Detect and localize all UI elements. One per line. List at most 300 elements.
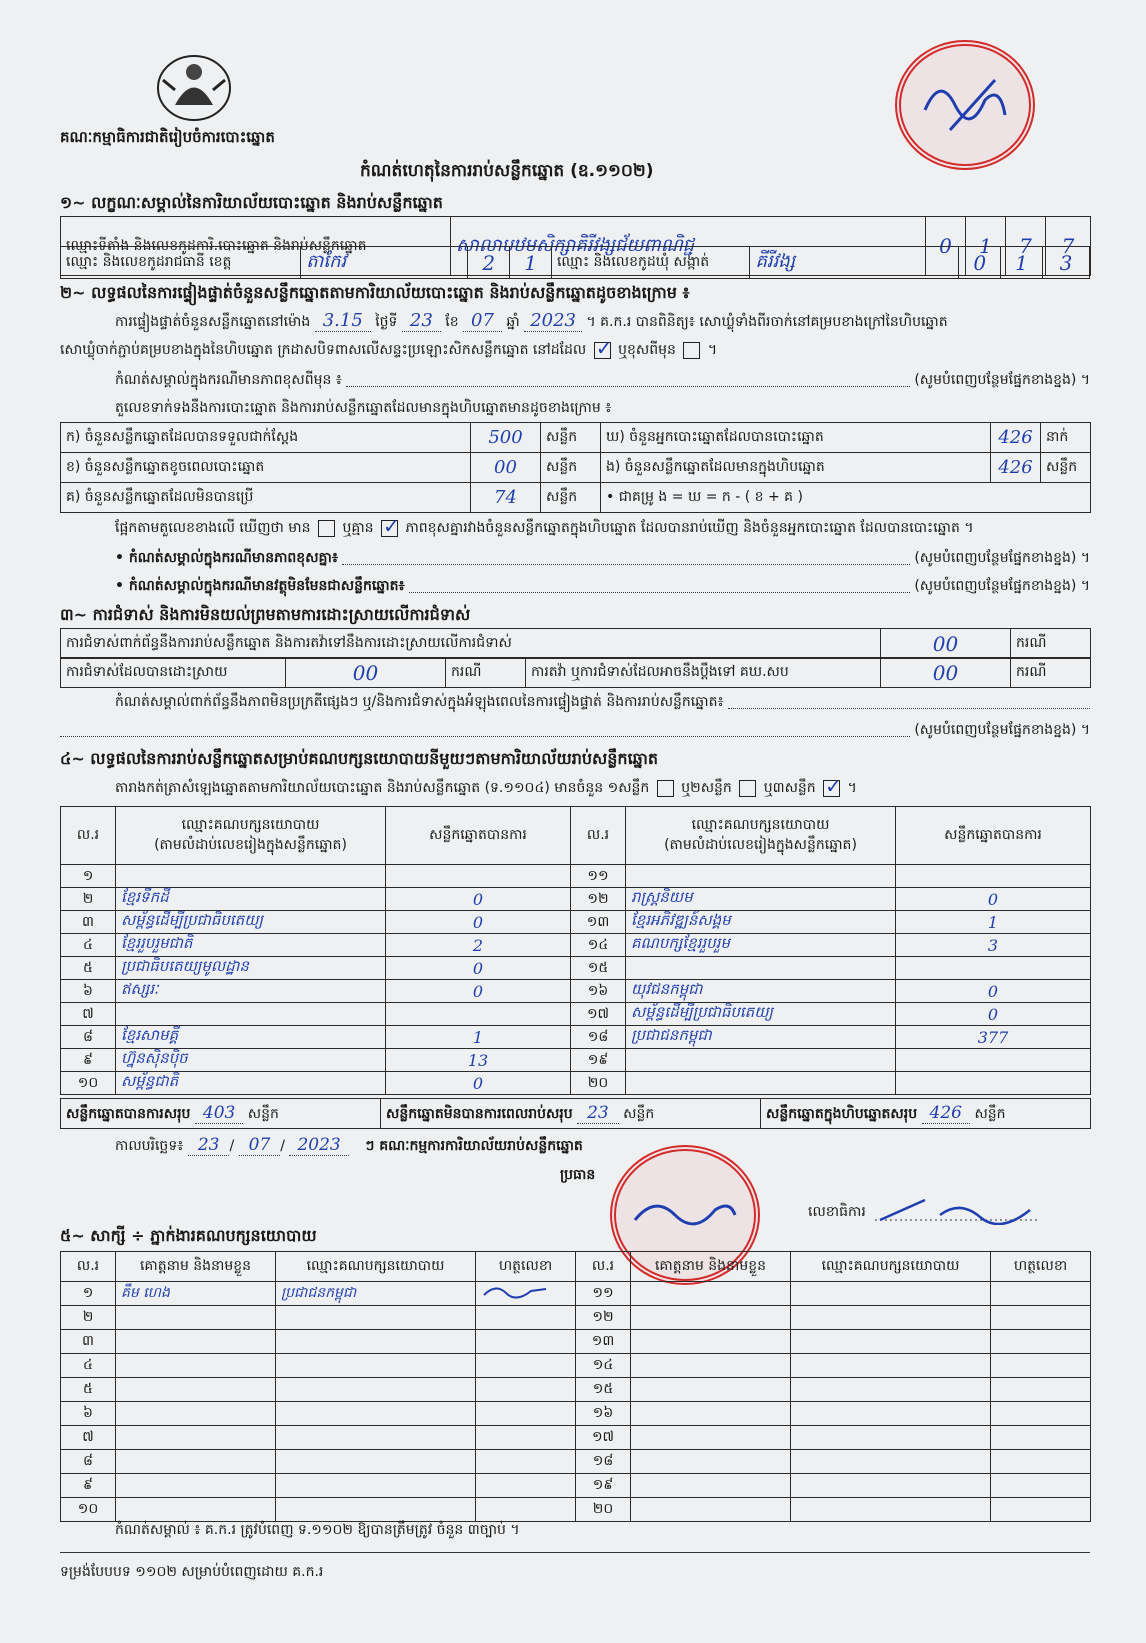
witness-name bbox=[116, 1354, 276, 1378]
commune-code-2: 1 bbox=[1001, 247, 1043, 279]
witness-party bbox=[276, 1378, 476, 1402]
seal-changed-label: ឬខុសពីមុន bbox=[618, 342, 676, 358]
resolved-value: 00 bbox=[286, 658, 446, 688]
witness-signature bbox=[476, 1378, 576, 1402]
party-votes: 0 bbox=[386, 957, 571, 980]
witness-name bbox=[631, 1378, 791, 1402]
chair-label: ប្រធាន bbox=[560, 1167, 596, 1183]
party-name: សម្ព័ន្ធជាតិ bbox=[116, 1072, 386, 1095]
col-votes-header: សន្លឹកឆ្នោតបានការ bbox=[386, 807, 571, 865]
witness-number: ៦ bbox=[61, 1402, 116, 1426]
discrepancy-line bbox=[115, 518, 974, 539]
party-votes: 377 bbox=[896, 1026, 1091, 1049]
location-code-4: 7 bbox=[1046, 217, 1091, 276]
irregularity-note-2 bbox=[60, 720, 1090, 741]
party-name: ប្រជាធិបតេយ្យមូលដ្ឋាន bbox=[116, 957, 386, 980]
party-number: ១៥ bbox=[571, 957, 626, 980]
total-invalid-label: សន្លឹកឆ្នោតមិនបានការពេលរាប់សរុប bbox=[386, 1105, 573, 1122]
objection-label: ការជំទាស់ពាក់ព័ន្ធនឹងការរាប់សន្លឹកឆ្នោត និងការតវ៉ាទៅនឹងការដោះស្រាយលើការជំទាស់ bbox=[61, 629, 881, 659]
footer-divider bbox=[60, 1552, 1090, 1553]
witness-col-no: ល.រ bbox=[576, 1252, 631, 1282]
voters-label: ឃ) ចំនួនអ្នកបោះឆ្នោតដែលបានបោះឆ្នោត bbox=[601, 423, 991, 453]
party-votes bbox=[896, 957, 1091, 980]
witness-col-party: ឈ្មោះគណបក្សនយោបាយ bbox=[791, 1252, 991, 1282]
bullet1-line bbox=[115, 548, 1090, 569]
has-difference-checkbox[interactable] bbox=[318, 520, 335, 537]
witness-name bbox=[116, 1330, 276, 1354]
witness-col-sign: ហត្ថលេខា bbox=[991, 1252, 1091, 1282]
witness-number: ១៩ bbox=[576, 1474, 631, 1498]
party-number: ១៤ bbox=[571, 934, 626, 957]
witness-number: ១៤ bbox=[576, 1354, 631, 1378]
witness-number: ២ bbox=[61, 1306, 116, 1330]
witness-party bbox=[276, 1330, 476, 1354]
verification-text: ការផ្ទៀងផ្ទាត់ចំនួនសន្លឹកឆ្នោតនៅម៉ោង bbox=[115, 314, 311, 330]
bullet2-line bbox=[115, 576, 1090, 597]
nec-emblem-icon bbox=[155, 50, 233, 122]
total-box-value: 426 bbox=[922, 1103, 970, 1124]
total-box-cell bbox=[761, 1099, 1091, 1129]
witness-party bbox=[791, 1402, 991, 1426]
difference-note-label: កំណត់សម្គាល់ក្នុងករណីមានភាពខុសពីមុន ៖ bbox=[115, 372, 342, 388]
fill-more-note: (សូមបំពេញបន្ថែមផ្នែកខាងខ្នង) ។ bbox=[914, 578, 1090, 594]
date-month: 07 bbox=[239, 1135, 281, 1156]
total-valid-label: សន្លឹកឆ្នោតបានការសរុប bbox=[66, 1105, 191, 1122]
total-invalid-cell bbox=[381, 1099, 761, 1129]
table-row bbox=[61, 934, 1091, 957]
witness-number: ១២ bbox=[576, 1306, 631, 1330]
ballots-in-box-label: ង) ចំនួនសន្លឹកឆ្នោតដែលមានក្នុងហិបឆ្នោត bbox=[601, 453, 991, 483]
discrepancy-text: ភាពខុសគ្នារវាងចំនួនសន្លឹកឆ្នោតក្នុងហិបឆ្នោត ដែលបានរាប់ឃើញ និងចំនួនអ្នកបោះឆ្នោត ដែលបានបោះឆ្នោត ។ bbox=[405, 520, 974, 536]
spoiled-ballots-label: ខ) ចំនួនសន្លឹកឆ្នោតខូចពេលបោះឆ្នោត bbox=[61, 453, 471, 483]
table-row bbox=[61, 1330, 1091, 1354]
party-number: ១៩ bbox=[571, 1049, 626, 1072]
bullet2-label: • កំណត់សម្គាល់ក្នុងករណីមានវត្ថុមិនមែនជាសន្លឹកឆ្នោត៖ bbox=[115, 578, 405, 594]
witness-signature bbox=[476, 1354, 576, 1378]
verification-line-2: សោឃ្លុំចាក់ភ្ជាប់គម្របខាងក្នុងនៃហិបឆ្នោត ក្រដាសបិទពាសលើសន្ទះប្រឡោះសិកសន្លឹកឆ្នោត នៅដដែល ✓ ឬខុសពីមុន ។ bbox=[60, 340, 717, 361]
col-no-header: ល.រ bbox=[61, 807, 116, 865]
location-code-1: 0 bbox=[926, 217, 966, 276]
witness-party bbox=[791, 1450, 991, 1474]
witness-party bbox=[276, 1402, 476, 1426]
section4-title: ៤~ លទ្ធផលនៃការរាប់សន្លឹកឆ្នោតសម្រាប់គណបក្សនយោបាយនីមួយៗតាមការិយាល័យរាប់សន្លឹកឆ្នោត bbox=[60, 749, 659, 768]
secretary-label: លេខាធិការ bbox=[808, 1204, 866, 1220]
witness-name bbox=[631, 1330, 791, 1354]
witness-signature bbox=[991, 1402, 1091, 1426]
province-label: ឈ្មោះ និងលេខកូដរាជធានី ខេត្ត bbox=[61, 247, 301, 279]
bullet1-label: • កំណត់សម្គាល់ក្នុងករណីមានភាពខុសគ្នា៖ bbox=[115, 550, 339, 566]
seal-changed-checkbox[interactable] bbox=[683, 342, 700, 359]
witness-party bbox=[791, 1330, 991, 1354]
witness-signature bbox=[991, 1378, 1091, 1402]
witness-signature bbox=[991, 1354, 1091, 1378]
witness-party bbox=[791, 1426, 991, 1450]
witness-col-name: គោត្តនាម និងនាមខ្លួន bbox=[116, 1252, 276, 1282]
table-row bbox=[61, 865, 1091, 888]
witness-name bbox=[631, 1426, 791, 1450]
party-votes: 0 bbox=[386, 1072, 571, 1095]
two-sheets-checkbox[interactable] bbox=[739, 780, 756, 797]
witness-number: ៩ bbox=[61, 1474, 116, 1498]
witness-name bbox=[116, 1474, 276, 1498]
total-valid-value: 403 bbox=[195, 1103, 243, 1124]
day-label: ថ្ងៃទី bbox=[375, 314, 398, 330]
witness-number: ១៨ bbox=[576, 1450, 631, 1474]
official-stamp-top bbox=[895, 40, 1035, 170]
table-row bbox=[61, 1426, 1091, 1450]
witness-number: ៤ bbox=[61, 1354, 116, 1378]
witness-number: ១០ bbox=[61, 1498, 116, 1522]
section3-title: ៣~ ការជំទាស់ និងការមិនយល់ព្រមតាមការដោះស្រាយលើការជំទាស់ bbox=[60, 605, 471, 624]
irregularity-note-label: កំណត់សម្គាល់ពាក់ព័ន្ធនឹងភាពមិនប្រក្រតីផ្សេងៗ ឬ/និងការជំទាស់ក្នុងអំឡុងពេលនៃការផ្ទៀងផ្ទាត់ និងការរាប់សន្លឹកឆ្នោត៖ bbox=[115, 694, 724, 710]
commune-code-3: 3 bbox=[1042, 247, 1089, 279]
section1-table-row2 bbox=[60, 246, 1090, 279]
party-votes bbox=[386, 865, 571, 888]
date-line: កាលបរិច្ឆេទ៖ 23 / 07 / 2023 ៗ គណៈកម្មការការិយាល័យរាប់សន្លឹកឆ្នោត bbox=[115, 1135, 583, 1155]
col-party-subtitle: (តាមលំដាប់លេខរៀងក្នុងសន្លឹកឆ្នោត) bbox=[664, 836, 857, 853]
col-party-title: ឈ្មោះគណបក្សនយោបាយ bbox=[691, 816, 830, 833]
col-party-subtitle: (តាមលំដាប់លេខរៀងក្នុងសន្លឹកឆ្នោត) bbox=[154, 836, 347, 853]
party-name: សម្ព័ន្ធដើម្បីប្រជាធិបតេយ្យ bbox=[626, 1003, 896, 1026]
witness-name bbox=[631, 1354, 791, 1378]
secretary-signature-icon bbox=[870, 1195, 1050, 1229]
one-sheet-checkbox[interactable] bbox=[657, 780, 674, 797]
objection-table-row2 bbox=[60, 657, 1091, 688]
voters-value: 426 bbox=[991, 423, 1041, 453]
location-label: ឈ្មោះទីតាំង និងលេខកូដការិ.បោះឆ្នោត និងរាប់សន្លឹកឆ្នោត bbox=[61, 217, 451, 276]
party-votes bbox=[896, 865, 1091, 888]
party-name: រាស្ត្រនិយម bbox=[626, 888, 896, 911]
table-row bbox=[61, 957, 1091, 980]
col-votes-header: សន្លឹកឆ្នោតបានការ bbox=[896, 807, 1091, 865]
verification-day: 23 bbox=[402, 310, 441, 332]
table-row bbox=[61, 1498, 1091, 1522]
party-name: យុវជនកម្ពុជា bbox=[626, 980, 896, 1003]
form-code: ទម្រង់បែបបទ ១១០២ សម្រាប់បំពេញដោយ គ.ក.រ bbox=[60, 1564, 324, 1580]
month-label: ខែ bbox=[445, 314, 459, 330]
party-number: ២ bbox=[61, 888, 116, 911]
party-number: ៤ bbox=[61, 934, 116, 957]
party-name: ប្រជាជនកម្ពុជា bbox=[626, 1026, 896, 1049]
party-name: គណបក្សខ្មែររួបរួម bbox=[626, 934, 896, 957]
party-name bbox=[626, 957, 896, 980]
witness-number: ១៦ bbox=[576, 1402, 631, 1426]
commune-label: ឈ្មោះ និងលេខកូដឃុំ សង្កាត់ bbox=[551, 247, 749, 279]
no-difference-checkbox[interactable] bbox=[381, 520, 398, 537]
party-number: ១ bbox=[61, 865, 116, 888]
witness-party bbox=[276, 1474, 476, 1498]
witness-number: ២០ bbox=[576, 1498, 631, 1522]
witness-number: ១៧ bbox=[576, 1426, 631, 1450]
party-name bbox=[626, 1072, 896, 1095]
party-name bbox=[116, 865, 386, 888]
party-name: ខ្មែរអភិវឌ្ឍន៍សង្គម bbox=[626, 911, 896, 934]
witness-name bbox=[631, 1306, 791, 1330]
party-votes: 0 bbox=[386, 980, 571, 1003]
total-box-label: សន្លឹកឆ្នោតក្នុងហិបឆ្នោតសរុប bbox=[766, 1105, 918, 1122]
formula-note: • ជាគម្រូ ង = ឃ = ក - ( ខ + គ ) bbox=[601, 483, 1091, 513]
objection-table bbox=[60, 628, 1091, 659]
witness-party bbox=[791, 1498, 991, 1522]
ballots-received-label: ក) ចំនួនសន្លឹកឆ្នោតដែលបានទទួលជាក់ស្តែង bbox=[61, 423, 471, 453]
footer-note: កំណត់សម្គាល់ ៖ គ.ក.រ ត្រូវបំពេញ ទ.១១០២ ឱ្យបានត្រឹមត្រូវ ចំនួន ៣ច្បាប់ ។ bbox=[115, 1522, 520, 1538]
witness-number: ១១ bbox=[576, 1282, 631, 1306]
province-code-1: 2 bbox=[468, 247, 510, 279]
witness-party bbox=[791, 1378, 991, 1402]
spoiled-ballots-value: 00 bbox=[471, 453, 541, 483]
witness-signature bbox=[476, 1498, 576, 1522]
party-name bbox=[626, 865, 896, 888]
has-difference-label: ផ្អែកតាមតួលេខខាងលើ ឃើញថា មាន bbox=[115, 520, 311, 536]
committee-label: ៗ គណៈកម្មការការិយាល័យរាប់សន្លឹកឆ្នោត bbox=[365, 1138, 583, 1154]
witness-number: ១៥ bbox=[576, 1378, 631, 1402]
witness-signature bbox=[991, 1450, 1091, 1474]
party-votes: 13 bbox=[386, 1049, 571, 1072]
seal-text: សោឃ្លុំចាក់ភ្ជាប់គម្របខាងក្នុងនៃហិបឆ្នោត ក្រដាសបិទពាសលើសន្ទះប្រឡោះសិកសន្លឹកឆ្នោត នៅដដែល bbox=[60, 342, 587, 358]
col-party-header bbox=[116, 807, 386, 865]
witness-signature bbox=[991, 1498, 1091, 1522]
unit-label: សន្លឹក bbox=[623, 1105, 655, 1122]
party-votes bbox=[386, 1003, 571, 1026]
total-valid-cell bbox=[61, 1099, 381, 1129]
witness-party bbox=[791, 1282, 991, 1306]
sheet-count-text: តារាងកត់ត្រាសំឡេងឆ្នោតតាមការិយាល័យបោះឆ្នោត និងរាប់សន្លឹកឆ្នោត (ទ.១១០៤) មានចំនួន ១សន្លឹក bbox=[115, 780, 650, 796]
col-no-header: ល.រ bbox=[571, 807, 626, 865]
date-label: កាលបរិច្ឆេទ៖ bbox=[115, 1138, 184, 1154]
witness-number: ៧ bbox=[61, 1426, 116, 1450]
fill-more-note: (សូមបំពេញបន្ថែមផ្នែកខាងខ្នង) ។ bbox=[914, 372, 1090, 388]
party-number: ៩ bbox=[61, 1049, 116, 1072]
witness-party bbox=[276, 1306, 476, 1330]
party-name: ហ្វ៊ុនស៊ិនប៉ិច bbox=[116, 1049, 386, 1072]
party-name: ឥស្សរៈ bbox=[116, 980, 386, 1003]
section5-title: ៥~ សាក្សី ÷ ភ្នាក់ងារគណបក្សនយោបាយ bbox=[60, 1226, 317, 1245]
witness-party bbox=[791, 1306, 991, 1330]
witness-number: ៥ bbox=[61, 1378, 116, 1402]
party-number: ១០ bbox=[61, 1072, 116, 1095]
unit-label: សន្លឹក bbox=[541, 423, 601, 453]
table-row bbox=[61, 1072, 1091, 1095]
unit-label: សន្លឹក bbox=[1041, 453, 1091, 483]
witness-signature bbox=[991, 1282, 1091, 1306]
ballots-in-box-value: 426 bbox=[991, 453, 1041, 483]
appeal-value: 00 bbox=[881, 658, 1011, 688]
party-number: ១១ bbox=[571, 865, 626, 888]
party-name: សម្ព័ន្ធដើម្បីប្រជាធិបតេយ្យ bbox=[116, 911, 386, 934]
table-row bbox=[61, 1450, 1091, 1474]
unit-label: សន្លឹក bbox=[541, 453, 601, 483]
witness-signature bbox=[476, 1450, 576, 1474]
party-number: ៦ bbox=[61, 980, 116, 1003]
witness-party bbox=[276, 1498, 476, 1522]
witness-number: ១ bbox=[61, 1282, 116, 1306]
table-row bbox=[61, 1282, 1091, 1306]
witness-col-name: គោត្តនាម និងនាមខ្លួន bbox=[631, 1252, 791, 1282]
party-name bbox=[116, 1003, 386, 1026]
irregularity-note bbox=[115, 692, 1090, 713]
witness-name bbox=[116, 1450, 276, 1474]
form-title: កំណត់ហេតុនៃការរាប់សន្លឹកឆ្នោត (ឧ.១១០២) bbox=[360, 161, 654, 181]
table-row bbox=[61, 1003, 1091, 1026]
witness-name bbox=[116, 1378, 276, 1402]
verification-month: 07 bbox=[463, 310, 502, 332]
party-votes: 1 bbox=[896, 911, 1091, 934]
witness-name bbox=[631, 1474, 791, 1498]
witness-signature bbox=[476, 1330, 576, 1354]
location-value: សាលាបឋមសិក្សាគិរីវង្សជ័យពាណិជ្ជ bbox=[451, 217, 926, 276]
secretary-line bbox=[808, 1195, 1050, 1229]
party-number: ៣ bbox=[61, 911, 116, 934]
party-votes: 0 bbox=[386, 911, 571, 934]
witness-name bbox=[116, 1306, 276, 1330]
three-sheets-checkbox[interactable] bbox=[823, 780, 840, 797]
party-votes: 0 bbox=[896, 1003, 1091, 1026]
date-year: 2023 bbox=[289, 1135, 348, 1156]
party-votes: 0 bbox=[386, 888, 571, 911]
two-sheets-label: ឬ២សន្លឹក bbox=[681, 780, 732, 796]
fill-more-note: (សូមបំពេញបន្ថែមផ្នែកខាងខ្នង) ។ bbox=[914, 722, 1090, 738]
unused-ballots-value: 74 bbox=[471, 483, 541, 513]
witness-party bbox=[791, 1354, 991, 1378]
location-code-3: 7 bbox=[1006, 217, 1046, 276]
witness-signature bbox=[476, 1306, 576, 1330]
ballot-count-table bbox=[60, 422, 1091, 513]
witness-party: ប្រជាជនកម្ពុជា bbox=[276, 1282, 476, 1306]
sheet-count-line: តារាងកត់ត្រាសំឡេងឆ្នោតតាមការិយាល័យបោះឆ្នោត និងរាប់សន្លឹកឆ្នោត (ទ.១១០៤) មានចំនួន ១សន្លឹក ឬ២សន្លឹក ឬ៣សន្លឹក ✓ ។ bbox=[115, 778, 857, 799]
case-unit: ករណី bbox=[446, 658, 526, 688]
no-difference-label: ឬគ្មាន bbox=[342, 520, 374, 536]
party-votes: 1 bbox=[386, 1026, 571, 1049]
table-row bbox=[61, 888, 1091, 911]
witness-number: ៨ bbox=[61, 1450, 116, 1474]
org-name: គណៈកម្មាធិការជាតិរៀបចំការបោះឆ្នោត bbox=[60, 128, 275, 146]
witness-table bbox=[60, 1251, 1091, 1522]
party-name: ខ្មែរទឹកដី bbox=[116, 888, 386, 911]
unit-label: នាក់ bbox=[1041, 423, 1091, 453]
witness-signature bbox=[991, 1474, 1091, 1498]
party-votes: 0 bbox=[896, 888, 1091, 911]
witness-signature bbox=[991, 1426, 1091, 1450]
party-name: ខ្មែររួបរួមជាតិ bbox=[116, 934, 386, 957]
table-row bbox=[61, 1354, 1091, 1378]
province-code-2: 1 bbox=[510, 247, 552, 279]
fill-more-note: (សូមបំពេញបន្ថែមផ្នែកខាងខ្នង) ។ bbox=[914, 550, 1090, 566]
stamp-signature-icon bbox=[920, 70, 1010, 140]
party-number: ២០ bbox=[571, 1072, 626, 1095]
witness-name bbox=[631, 1498, 791, 1522]
table-row bbox=[61, 1402, 1091, 1426]
party-number: ៨ bbox=[61, 1026, 116, 1049]
table-row bbox=[61, 1049, 1091, 1072]
province-value: តាកែវ bbox=[301, 247, 468, 279]
case-unit: ករណី bbox=[1011, 629, 1091, 659]
table-row bbox=[61, 1026, 1091, 1049]
witness-signature bbox=[476, 1474, 576, 1498]
unit-label: សន្លឹក bbox=[974, 1105, 1006, 1122]
ballots-received-value: 500 bbox=[471, 423, 541, 453]
party-results-table bbox=[60, 806, 1091, 1095]
party-votes: 3 bbox=[896, 934, 1091, 957]
intro-line: តួលេខទាក់ទងនឹងការបោះឆ្នោត និងការរាប់សន្លឹកឆ្នោតដែលមានក្នុងហិបឆ្នោតមានដូចខាងក្រោម ៖ bbox=[115, 400, 612, 416]
section2-title: ២~ លទ្ធផលនៃការផ្ទៀងផ្ទាត់ចំនួនសន្លឹកឆ្នោតតាមការិយាល័យបោះឆ្នោត និងរាប់សន្លឹកឆ្នោតដូចខាងក្រោម ៖ bbox=[60, 283, 690, 302]
witness-number: ១៣ bbox=[576, 1330, 631, 1354]
verification-text-2: ។ គ.ក.រ បានពិនិត្យ៖ សោឃ្លុំទាំងពីរចាក់នៅគម្របខាងក្រៅនៃហិបឆ្នោត bbox=[586, 314, 948, 330]
location-code-2: 1 bbox=[966, 217, 1006, 276]
witness-party bbox=[276, 1354, 476, 1378]
party-number: ១៣ bbox=[571, 911, 626, 934]
three-sheets-label: ឬ៣សន្លឹក bbox=[763, 780, 816, 796]
col-party-title: ឈ្មោះគណបក្សនយោបាយ bbox=[181, 816, 320, 833]
chair-signature-icon bbox=[630, 1185, 740, 1245]
witness-name bbox=[116, 1426, 276, 1450]
witness-name bbox=[116, 1498, 276, 1522]
party-name: ខ្មែរសាមគ្គី bbox=[116, 1026, 386, 1049]
witness-name bbox=[631, 1402, 791, 1426]
table-row bbox=[61, 1378, 1091, 1402]
unit-label: សន្លឹក bbox=[541, 483, 601, 513]
witness-col-no: ល.រ bbox=[61, 1252, 116, 1282]
totals-table bbox=[60, 1098, 1091, 1129]
date-day: 23 bbox=[188, 1135, 230, 1156]
table-row bbox=[61, 1474, 1091, 1498]
witness-party bbox=[791, 1474, 991, 1498]
witness-name bbox=[631, 1282, 791, 1306]
party-number: ១៦ bbox=[571, 980, 626, 1003]
table-row bbox=[61, 911, 1091, 934]
verification-time: 3.15 bbox=[315, 310, 371, 332]
year-label: ឆ្នាំ bbox=[506, 314, 520, 330]
witness-signature bbox=[476, 1402, 576, 1426]
col-party-header bbox=[626, 807, 896, 865]
unused-ballots-label: គ) ចំនួនសន្លឹកឆ្នោតដែលមិនបានប្រើ bbox=[61, 483, 471, 513]
witness-party bbox=[276, 1426, 476, 1450]
resolved-label: ការជំទាស់ដែលបានដោះស្រាយ bbox=[61, 658, 286, 688]
seal-unchanged-checkbox[interactable] bbox=[594, 342, 611, 359]
party-number: ១៨ bbox=[571, 1026, 626, 1049]
verification-line-1 bbox=[115, 310, 948, 333]
witness-signature bbox=[476, 1426, 576, 1450]
party-votes bbox=[896, 1049, 1091, 1072]
total-invalid-value: 23 bbox=[577, 1103, 619, 1124]
verification-year: 2023 bbox=[524, 310, 582, 332]
witness-col-sign: ហត្ថលេខា bbox=[476, 1252, 576, 1282]
party-number: ១២ bbox=[571, 888, 626, 911]
table-row bbox=[61, 1306, 1091, 1330]
witness-signature bbox=[991, 1330, 1091, 1354]
witness-party bbox=[276, 1450, 476, 1474]
party-votes: 0 bbox=[896, 980, 1091, 1003]
party-votes: 2 bbox=[386, 934, 571, 957]
witness-name bbox=[116, 1402, 276, 1426]
party-votes bbox=[896, 1072, 1091, 1095]
commune-value: គីរីវង្ស bbox=[750, 247, 959, 279]
difference-note-line bbox=[115, 370, 1090, 391]
witness-signature-icon bbox=[481, 1283, 551, 1301]
appeal-label: ការតវ៉ា ឬការជំទាស់ដែលអាចនឹងប្តឹងទៅ គឃ.សប bbox=[526, 658, 881, 688]
witness-col-party: ឈ្មោះគណបក្សនយោបាយ bbox=[276, 1252, 476, 1282]
objection-value: 00 bbox=[881, 629, 1011, 659]
party-number: ៥ bbox=[61, 957, 116, 980]
witness-name bbox=[631, 1450, 791, 1474]
party-number: ៧ bbox=[61, 1003, 116, 1026]
witness-signature bbox=[476, 1282, 576, 1306]
witness-number: ៣ bbox=[61, 1330, 116, 1354]
witness-name: គឹម ហេង bbox=[116, 1282, 276, 1306]
table-row bbox=[61, 980, 1091, 1003]
commune-code-1: 0 bbox=[959, 247, 1001, 279]
witness-signature bbox=[991, 1306, 1091, 1330]
unit-label: សន្លឹក bbox=[247, 1105, 279, 1122]
